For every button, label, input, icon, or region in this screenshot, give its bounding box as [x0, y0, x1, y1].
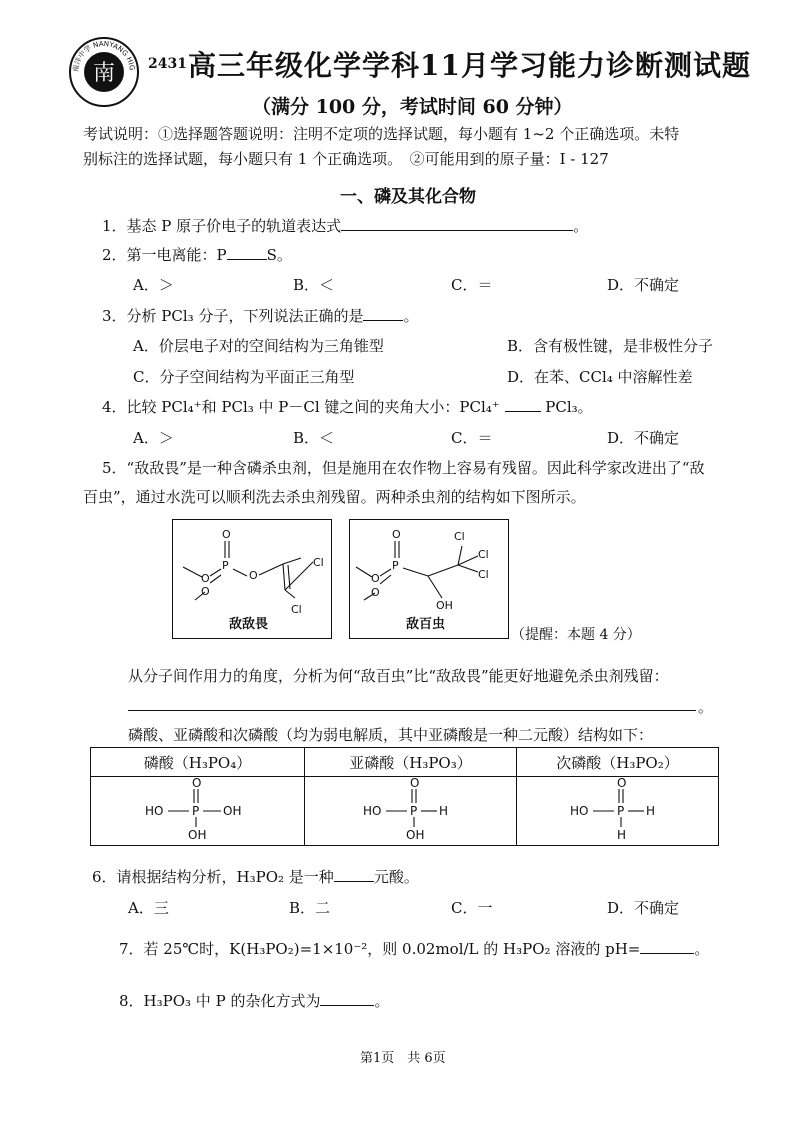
option-6c[interactable]: C．一 — [451, 899, 493, 917]
header-phosphorous-acid: 亚磷酸（H₃PO₃） — [305, 748, 517, 777]
atom-o-lower: O — [371, 586, 380, 599]
question-8: 8．H₃PO₃ 中 P 的杂化方式为 。 — [119, 992, 390, 1010]
option-3b[interactable]: B．含有极性键，是非极性分子 — [507, 337, 714, 355]
paper-code: 2431 — [148, 56, 187, 72]
question-1: 1．基态 P 原子价电子的轨道表达式 。 — [102, 217, 589, 235]
option-4d[interactable]: D．不确定 — [607, 429, 680, 447]
option-4a[interactable]: A．＞ — [133, 429, 174, 447]
section-title: 一、磷及其化合物 — [340, 187, 476, 207]
atom-ho: HO — [144, 804, 163, 818]
structure-hypophosphorous-acid — [517, 777, 719, 846]
answer-blank-8[interactable] — [320, 1005, 374, 1006]
logo-text: 南洋中学 NANYANG HIG — [71, 39, 137, 73]
atom-cl-1: Cl — [454, 530, 465, 543]
question-5-line-2: 百虫”，通过水洗可以顺利洗去杀虫剂残留。两种杀虫剂的结构如下图所示。 — [83, 488, 586, 506]
option-6b[interactable]: B．二 — [289, 899, 331, 917]
atom-oh-right: OH — [222, 804, 241, 818]
atom-cl-2: Cl — [478, 548, 489, 561]
dichlorvos-structure — [173, 520, 331, 638]
atom-oh: OH — [436, 599, 453, 612]
atom-cl-lower: Cl — [291, 603, 302, 616]
question-5-hint: （提醒：本题 4 分） — [511, 627, 641, 643]
trichlorfon-structure — [350, 520, 508, 638]
answer-blank-4[interactable] — [505, 411, 541, 412]
question-6: 6．请根据结构分析，H₃PO₂ 是一种 元酸。 — [92, 868, 419, 886]
atom-o-left: O — [371, 572, 380, 585]
atom-o-left: O — [201, 572, 210, 585]
option-2b[interactable]: B．＜ — [293, 276, 335, 294]
atom-p: P — [392, 559, 399, 572]
atom-o-lower: O — [201, 585, 210, 598]
atom-o-right: O — [249, 569, 258, 582]
question-7: 7．若 25℃时，K(H₃PO₂)=1×10⁻²，则 0.02mol/L 的 H₃PO₂ 溶液的 pH= 。 — [119, 940, 710, 958]
structure-phosphoric-acid — [91, 777, 305, 846]
option-6a[interactable]: A．三 — [128, 899, 169, 917]
structure-label-trichlorfon: 敌百虫 — [406, 617, 446, 632]
atom-cl-upper: Cl — [313, 556, 324, 569]
atom-o: O — [616, 777, 626, 790]
atom-p: P — [616, 804, 624, 818]
atom-o: O — [409, 777, 419, 790]
atom-h: H — [438, 804, 448, 818]
page-number: 第1页 共 6页 — [360, 1051, 446, 1066]
atom-h-bottom: H — [616, 828, 626, 841]
answer-blank-3[interactable] — [363, 320, 403, 321]
atom-cl-3: Cl — [478, 568, 489, 581]
answer-line-5[interactable] — [128, 710, 696, 711]
option-4b[interactable]: B．＜ — [293, 429, 335, 447]
instructions-line-1: 考试说明：①选择题答题说明：注明不定项的选择试题，每小题有 1~2 个正确选项。未特 — [83, 125, 680, 143]
atom-o: O — [191, 777, 201, 790]
option-3a[interactable]: A．价层电子对的空间结构为三角锥型 — [133, 337, 384, 355]
atom-oh-bottom: OH — [405, 828, 424, 841]
option-6d[interactable]: D．不确定 — [607, 899, 680, 917]
option-2a[interactable]: A．＞ — [133, 276, 174, 294]
option-2d[interactable]: D．不确定 — [607, 276, 680, 294]
structure-phosphorous-acid — [305, 777, 517, 846]
atom-p: P — [222, 559, 229, 572]
header-phosphoric-acid: 磷酸（H₃PO₄） — [91, 748, 305, 777]
atom-p: P — [409, 804, 417, 818]
atom-ho: HO — [569, 804, 588, 818]
option-3d[interactable]: D．在苯、CCl₄ 中溶解性差 — [507, 368, 693, 386]
answer-blank-1[interactable] — [341, 230, 573, 231]
question-4: 4．比较 PCl₄⁺和 PCl₃ 中 P－Cl 键之间的夹角大小：PCl₄⁺ PCl₃。 — [102, 398, 593, 416]
answer-blank-6[interactable] — [334, 881, 374, 882]
question-5-line-1: 5．“敌敌畏”是一种含磷杀虫剂，但是施用在农作物上容易有残留。因此科学家改进出了“敌 — [102, 459, 705, 477]
option-4c[interactable]: C．＝ — [451, 429, 493, 447]
atom-p: P — [191, 804, 199, 818]
page-subtitle: （满分 100 分，考试时间 60 分钟） — [252, 96, 573, 118]
question-5-prompt: 从分子间作用力的角度，分析为何“敌百虫”比“敌敌畏”能更好地避免杀虫剂残留： — [128, 667, 669, 685]
atom-o-top: O — [392, 528, 401, 541]
option-3c[interactable]: C．分子空间结构为平面正三角型 — [133, 368, 355, 386]
school-logo — [68, 36, 140, 108]
atom-ho: HO — [362, 804, 381, 818]
question-2: 2．第一电离能：P S。 — [102, 246, 292, 264]
question-3: 3．分析 PCl₃ 分子，下列说法正确的是 。 — [102, 307, 419, 325]
option-2c[interactable]: C．＝ — [451, 276, 493, 294]
page-title: 高三年级化学学科11月学习能力诊断测试题 — [188, 49, 751, 82]
answer-blank-7[interactable] — [640, 953, 694, 954]
acids-intro: 磷酸、亚磷酸和次磷酸（均为弱电解质，其中亚磷酸是一种二元酸）结构如下： — [128, 726, 654, 744]
atom-o-top: O — [222, 528, 231, 541]
structure-label-dichlorvos: 敌敌畏 — [229, 617, 269, 632]
logo-char: 南 — [92, 61, 116, 86]
structure-box-dichlorvos — [172, 519, 332, 639]
header-hypophosphorous-acid: 次磷酸（H₃PO₂） — [517, 748, 719, 777]
atom-h-right: H — [645, 804, 655, 818]
atom-oh-bottom: OH — [187, 828, 206, 841]
answer-blank-2[interactable] — [227, 259, 267, 260]
acid-structure-table — [90, 747, 719, 846]
instructions-line-2: 别标注的选择试题，每小题只有 1 个正确选项。 ②可能用到的原子量：I - 127 — [83, 150, 609, 168]
structure-box-trichlorfon — [349, 519, 509, 639]
question-1-text: 1．基态 P 原子价电子的轨道表达式 — [102, 217, 342, 235]
